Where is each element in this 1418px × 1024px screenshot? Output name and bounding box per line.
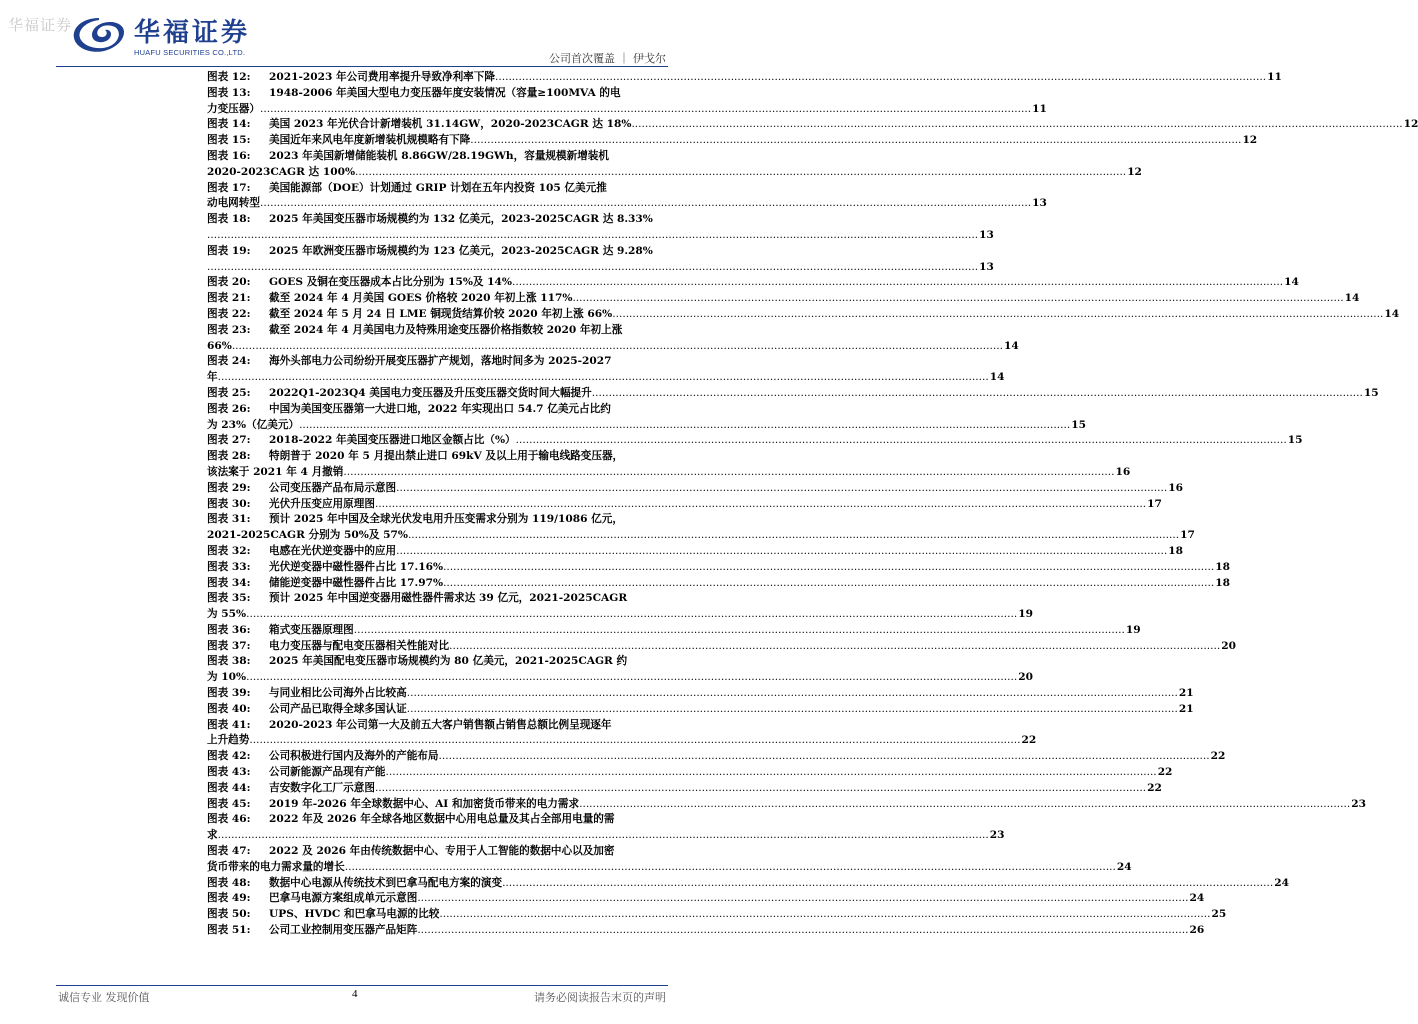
figure-label: 图表 16: xyxy=(207,149,251,162)
toc-entry[interactable] xyxy=(207,354,1005,386)
figure-title-line: 预计 2025 年中国逆变器用磁性器件需求达 39 亿元，2021-2025CAGR xyxy=(269,592,628,605)
figure-title-line: 66% ..... 14 xyxy=(207,339,1019,355)
figure-label: 图表 27: xyxy=(207,434,251,447)
dot-leader xyxy=(443,576,1214,592)
toc-entry[interactable] xyxy=(207,591,1033,623)
dot-leader xyxy=(470,133,1241,149)
figure-title-line: 光伏升压变应用原理图 ..... 17 xyxy=(269,497,1162,513)
page-ref: 12 xyxy=(1127,165,1142,178)
figure-title-line: 动电网转型 ..... 13 xyxy=(207,196,1047,212)
figure-title-line: 电感在光伏逆变器中的应用 ..... 18 xyxy=(269,544,1183,560)
toc-entry[interactable] xyxy=(207,576,1230,592)
page-ref: 22 xyxy=(1021,734,1037,747)
dot-leader xyxy=(246,607,1017,623)
figure-title-line: 光伏逆变器中磁性器件占比 17.16% ..... 18 xyxy=(269,560,1230,576)
figure-title-line: 数据中心电源从传统技术到巴拿马配电方案的演变 ..... 24 xyxy=(269,876,1289,892)
page-ref: 13 xyxy=(979,228,994,241)
dot-leader xyxy=(218,828,989,844)
dot-leader xyxy=(249,733,1020,749)
figure-label: 图表 28: xyxy=(207,450,251,463)
dot-leader xyxy=(207,228,978,244)
figure-title-line: 截至 2024 年 4 月美国电力及特殊用途变压器价格指数较 2020 年初上涨 xyxy=(269,323,623,336)
toc-entry[interactable] xyxy=(207,891,1205,907)
page-ref: 15 xyxy=(1363,386,1379,399)
dot-leader xyxy=(408,528,1179,544)
toc-entry[interactable] xyxy=(207,544,1184,560)
figure-label: 图表 39: xyxy=(207,687,251,700)
figure-title-line: 预计 2025 年中国及全球光伏发电用升压变需求分别为 119/1086 亿元， xyxy=(269,513,623,526)
figure-title-line: 2020-2023CAGR 达 100% ..... 12 xyxy=(207,165,1142,181)
dot-leader xyxy=(572,291,1343,307)
dot-leader xyxy=(439,907,1210,923)
figure-title-line: 特朗普于 2020 年 5 月提出禁止进口 69kV 及以上用于输电线路变压器， xyxy=(269,450,624,463)
figure-title-line: 为 23%（亿美元） ..... 15 xyxy=(207,418,1086,434)
page-ref: 12 xyxy=(1403,118,1418,131)
figure-title-line: 美国近年来风电年度新增装机规模略有下降 ..... 12 xyxy=(269,133,1257,149)
dot-leader xyxy=(631,117,1402,133)
report-type-and-company: 公司首次覆盖 ｜ 伊戈尔 xyxy=(549,52,666,65)
figure-label: 图表 49: xyxy=(207,892,251,905)
toc-entry[interactable] xyxy=(207,275,1299,291)
page-ref: 22 xyxy=(1147,781,1162,794)
figure-title-line: 为 55% ..... 19 xyxy=(207,607,1033,623)
dot-leader xyxy=(343,465,1114,481)
dot-leader xyxy=(246,670,1017,686)
toc-entry[interactable] xyxy=(207,639,1236,655)
toc-entry[interactable] xyxy=(207,718,1037,750)
dot-leader xyxy=(449,639,1220,655)
toc-entry[interactable] xyxy=(207,686,1194,702)
page-ref: 16 xyxy=(1115,465,1131,478)
figure-label: 图表 31: xyxy=(207,513,251,526)
page-ref: 12 xyxy=(1242,134,1258,147)
figure-title-line xyxy=(207,228,994,244)
dot-leader xyxy=(439,749,1210,765)
figure-title-line: 2019 年-2026 年全球数据中心、AI 和加密货币带来的电力需求 ..... 23 xyxy=(269,797,1366,813)
dot-leader xyxy=(375,781,1146,797)
page-ref: 26 xyxy=(1189,924,1205,937)
figure-label: 图表 29: xyxy=(207,481,251,494)
figure-title-line: 2025 年欧洲变压器市场规模约为 123 亿美元，2023-2025CAGR 达 9.28% xyxy=(269,244,653,257)
page-ref: 14 xyxy=(1284,276,1299,289)
figure-title-line: 货币带来的电力需求量的增长 ..... 24 xyxy=(207,860,1132,876)
page-ref: 11 xyxy=(1032,102,1047,115)
page-ref: 19 xyxy=(1018,608,1033,621)
figure-label: 图表 33: xyxy=(207,560,251,573)
figure-title-line: 2018-2022 年美国变压器进口地区金额占比（%） ..... 15 xyxy=(269,433,1303,449)
page-ref: 14 xyxy=(1003,339,1019,352)
page-ref: 18 xyxy=(1215,576,1230,589)
toc-entry[interactable] xyxy=(207,481,1184,497)
figure-title-line: 该法案于 2021 年 4 月撤销 ..... 16 xyxy=(207,465,1130,481)
figure-title-line: 公司工业控制用变压器产品矩阵 ..... 26 xyxy=(269,923,1204,939)
figure-label: 图表 42: xyxy=(207,750,251,763)
figure-label: 图表 35: xyxy=(207,592,251,605)
page-ref: 13 xyxy=(1032,197,1047,210)
dot-leader xyxy=(579,797,1350,813)
toc-entry[interactable] xyxy=(207,291,1360,307)
toc-entry[interactable] xyxy=(207,797,1366,813)
figure-title-line: 公司产品已取得全球多国认证 ..... 21 xyxy=(269,702,1194,718)
figure-list xyxy=(207,70,1418,939)
page-ref: 15 xyxy=(1071,418,1086,431)
figure-label: 图表 36: xyxy=(207,623,251,636)
dot-leader xyxy=(502,876,1273,892)
figure-title-line: 公司新能源产品现有产能 ..... 22 xyxy=(269,765,1172,781)
page-ref: 16 xyxy=(1168,481,1184,494)
dot-leader xyxy=(354,623,1125,639)
header-divider xyxy=(56,66,668,67)
page-ref: 23 xyxy=(989,829,1005,842)
page-ref: 14 xyxy=(1384,307,1400,320)
figure-label: 图表 23: xyxy=(207,323,251,336)
toc-entry[interactable] xyxy=(207,560,1230,576)
figure-label: 图表 46: xyxy=(207,813,251,826)
page-ref: 22 xyxy=(1157,766,1173,779)
page-ref: 25 xyxy=(1211,908,1227,921)
toc-entry[interactable] xyxy=(207,765,1173,781)
figure-label: 图表 20: xyxy=(207,276,251,289)
company-logo xyxy=(68,10,268,62)
toc-entry[interactable] xyxy=(207,449,1131,481)
page-ref: 14 xyxy=(1344,292,1360,305)
figure-label: 图表 44: xyxy=(207,781,251,794)
figure-title-line: 2022 年及 2026 年全球各地区数据中心用电总量及其占全部用电量的需 xyxy=(269,813,615,826)
figure-title-line: 与同业相比公司海外占比较高 ..... 21 xyxy=(269,686,1194,702)
figure-title-line: UPS、HVDC 和巴拿马电源的比较 ..... 25 xyxy=(269,907,1226,923)
figure-label: 图表 12: xyxy=(207,71,251,83)
dot-leader xyxy=(396,481,1167,497)
dot-leader xyxy=(407,686,1178,702)
figure-label: 图表 15: xyxy=(207,134,251,147)
toc-entry[interactable] xyxy=(207,654,1033,686)
figure-title-line: 1948-2006 年美国大型电力变压器年度安装情况（容量≥100MVA 的电 xyxy=(269,86,621,99)
figure-label: 图表 41: xyxy=(207,718,251,731)
dot-leader xyxy=(417,891,1188,907)
figure-title-line: 2022 及 2026 年由传统数据中心、专用于人工智能的数据中心以及加密 xyxy=(269,845,615,858)
dot-leader xyxy=(260,196,1031,212)
toc-entry[interactable] xyxy=(207,244,994,276)
watermark: 华福证券 xyxy=(8,16,73,34)
figure-label: 图表 19: xyxy=(207,244,251,257)
toc-entry[interactable] xyxy=(207,386,1379,402)
figure-label: 图表 13: xyxy=(207,86,251,99)
page-ref: 13 xyxy=(979,260,994,273)
dot-leader xyxy=(396,544,1167,560)
figure-label: 图表 14: xyxy=(207,118,251,131)
figure-title-line: 巴拿马电源方案组成单元示意图 ..... 24 xyxy=(269,891,1204,907)
page-ref: 14 xyxy=(989,371,1005,384)
dot-leader xyxy=(612,307,1383,323)
figure-title-line: 2021-2023 年公司费用率提升导致净利率下降 ..... 11 xyxy=(269,70,1282,86)
toc-entry[interactable] xyxy=(207,212,994,244)
figure-label: 图表 40: xyxy=(207,702,251,715)
figure-label: 图表 47: xyxy=(207,845,251,858)
page-ref: 21 xyxy=(1178,702,1194,715)
figure-title-line: 上升趋势 ..... 22 xyxy=(207,733,1036,749)
logo-swirl-icon xyxy=(68,10,130,60)
page-ref: 23 xyxy=(1351,797,1366,810)
toc-entry[interactable] xyxy=(207,923,1205,939)
figure-label: 图表 22: xyxy=(207,307,251,320)
figure-title-line: 箱式变压器原理图 ..... 19 xyxy=(269,623,1141,639)
figure-title-line: 公司变压器产品布局示意图 ..... 16 xyxy=(269,481,1183,497)
figure-label: 图表 45: xyxy=(207,797,251,810)
figure-title-line: 海外头部电力公司纷纷开展变压器扩产规划，落地时间多为 2025-2027 xyxy=(269,355,612,368)
toc-entry[interactable] xyxy=(207,749,1226,765)
dot-leader xyxy=(260,102,1031,118)
dot-leader xyxy=(207,260,978,276)
figure-title-line: 2025 年美国变压器市场规模约为 132 亿美元，2023-2025CAGR 达 8.33% xyxy=(269,213,653,226)
figure-title-line: 力变压器） ..... 11 xyxy=(207,102,1047,118)
figure-label: 图表 17: xyxy=(207,181,251,194)
toc-entry[interactable] xyxy=(207,149,1142,181)
figure-label: 图表 34: xyxy=(207,576,251,589)
page-ref: 17 xyxy=(1180,529,1195,542)
page-ref: 24 xyxy=(1189,892,1205,905)
footer-disclaimer: 请务必阅读报告末页的声明 xyxy=(534,991,666,1004)
page-ref: 18 xyxy=(1168,544,1184,557)
toc-entry[interactable] xyxy=(207,117,1418,133)
footer-divider xyxy=(56,985,668,986)
dot-leader xyxy=(355,165,1126,181)
figure-label: 图表 50: xyxy=(207,908,251,921)
figure-title-line: 求 ..... 23 xyxy=(207,828,1005,844)
figure-title-line: 储能逆变器中磁性器件占比 17.97% ..... 18 xyxy=(269,576,1230,592)
dot-leader xyxy=(218,370,989,386)
toc-entry[interactable] xyxy=(207,181,1047,213)
page-ref: 24 xyxy=(1116,860,1132,873)
logo-chinese-name: 华福证券 xyxy=(134,18,251,48)
dot-leader xyxy=(407,702,1178,718)
toc-entry[interactable] xyxy=(207,497,1162,513)
dot-leader xyxy=(417,923,1188,939)
dot-leader xyxy=(375,497,1146,513)
page-ref: 19 xyxy=(1125,623,1141,636)
figure-title-line: 2021-2025CAGR 分别为 50%及 57% ..... 17 xyxy=(207,528,1195,544)
figure-title-line: 2023 年美国新增储能装机 8.86GW/28.19GWh，容量规模新增装机 xyxy=(269,149,609,162)
figure-title-line xyxy=(207,260,994,276)
dot-leader xyxy=(386,765,1157,781)
figure-title-line: 吉安数字化工厂示意图 ..... 22 xyxy=(269,781,1162,797)
logo-english-name: HUAFU SECURITIES CO.,LTD. xyxy=(134,48,246,57)
figure-label: 图表 26: xyxy=(207,402,251,415)
figure-title-line: 美国 2023 年光伏合计新增装机 31.14GW，2020-2023CAGR 达 18% ..... 12 xyxy=(269,117,1418,133)
page-ref: 11 xyxy=(1267,71,1282,83)
figure-label: 图表 24: xyxy=(207,355,251,368)
figure-label: 图表 38: xyxy=(207,655,251,668)
toc-entry[interactable] xyxy=(207,402,1086,434)
page-ref: 24 xyxy=(1274,876,1289,889)
figure-title-line: 中国为美国变压器第一大进口地，2022 年实现出口 54.7 亿美元占比约 xyxy=(269,402,611,415)
figure-label: 图表 32: xyxy=(207,544,251,557)
page-ref: 21 xyxy=(1178,687,1194,700)
toc-entry[interactable] xyxy=(207,812,1005,844)
figure-title-line: 2022Q1-2023Q4 美国电力变压器及升压变压器交货时间大幅提升 ..... 15 xyxy=(269,386,1379,402)
figure-title-line: 为 10% ..... 20 xyxy=(207,670,1033,686)
toc-entry[interactable] xyxy=(207,844,1132,876)
dot-leader xyxy=(299,418,1070,434)
dot-leader xyxy=(495,70,1266,86)
footer-slogan: 诚信专业 发现价值 xyxy=(58,991,150,1004)
page-ref: 15 xyxy=(1287,434,1303,447)
figure-label: 图表 30: xyxy=(207,497,251,510)
dot-leader xyxy=(516,433,1287,449)
toc-entry[interactable] xyxy=(207,70,1282,86)
figure-label: 图表 48: xyxy=(207,876,251,889)
figure-label: 图表 21: xyxy=(207,292,251,305)
figure-title-line: 年 ..... 14 xyxy=(207,370,1005,386)
figure-label: 图表 37: xyxy=(207,639,251,652)
figure-title-line: 截至 2024 年 4 月美国 GOES 价格较 2020 年初上涨 117% ..... 14 xyxy=(269,291,1359,307)
dot-leader xyxy=(512,275,1283,291)
figure-title-line: 截至 2024 年 5 月 24 日 LME 铜现货结算价较 2020 年初上涨 66% ..... 14 xyxy=(269,307,1399,323)
toc-entry[interactable] xyxy=(207,623,1141,639)
figure-label: 图表 25: xyxy=(207,386,251,399)
toc-entry[interactable] xyxy=(207,907,1227,923)
figure-title-line: 电力变压器与配电变压器相关性能对比 ..... 20 xyxy=(269,639,1236,655)
dot-leader xyxy=(345,860,1116,876)
figure-title-line: 美国能源部（DOE）计划通过 GRIP 计划在五年内投资 105 亿美元推 xyxy=(269,181,607,194)
figure-label: 图表 18: xyxy=(207,213,251,226)
page-ref: 22 xyxy=(1210,750,1226,763)
page-ref: 20 xyxy=(1018,671,1033,684)
figure-label: 图表 43: xyxy=(207,766,251,779)
toc-entry[interactable] xyxy=(207,781,1162,797)
page-number: 4 xyxy=(352,988,358,1000)
toc-entry[interactable] xyxy=(207,86,1047,118)
page-ref: 18 xyxy=(1215,560,1230,573)
page-ref: 20 xyxy=(1221,639,1236,652)
toc-entry[interactable] xyxy=(207,702,1194,718)
figure-title-line: 2025 年美国配电变压器市场规模约为 80 亿美元，2021-2025CAGR 约 xyxy=(269,655,628,668)
toc-entry[interactable] xyxy=(207,323,1019,355)
figure-title-line: 公司积极进行国内及海外的产能布局 ..... 22 xyxy=(269,749,1225,765)
toc-entry[interactable] xyxy=(207,133,1258,149)
toc-entry[interactable] xyxy=(207,876,1289,892)
toc-entry[interactable] xyxy=(207,433,1303,449)
page-ref: 17 xyxy=(1147,497,1162,510)
figure-title-line: 2020-2023 年公司第一大及前五大客户销售额占销售总额比例呈现逐年 xyxy=(269,718,612,731)
figure-title-line: GOES 及铜在变压器成本占比分别为 15%及 14% ..... 14 xyxy=(269,275,1299,291)
figure-label: 图表 51: xyxy=(207,924,251,937)
dot-leader xyxy=(443,560,1214,576)
toc-entry[interactable] xyxy=(207,307,1400,323)
dot-leader xyxy=(592,386,1363,402)
toc-entry[interactable] xyxy=(207,512,1195,544)
dot-leader xyxy=(232,339,1003,355)
